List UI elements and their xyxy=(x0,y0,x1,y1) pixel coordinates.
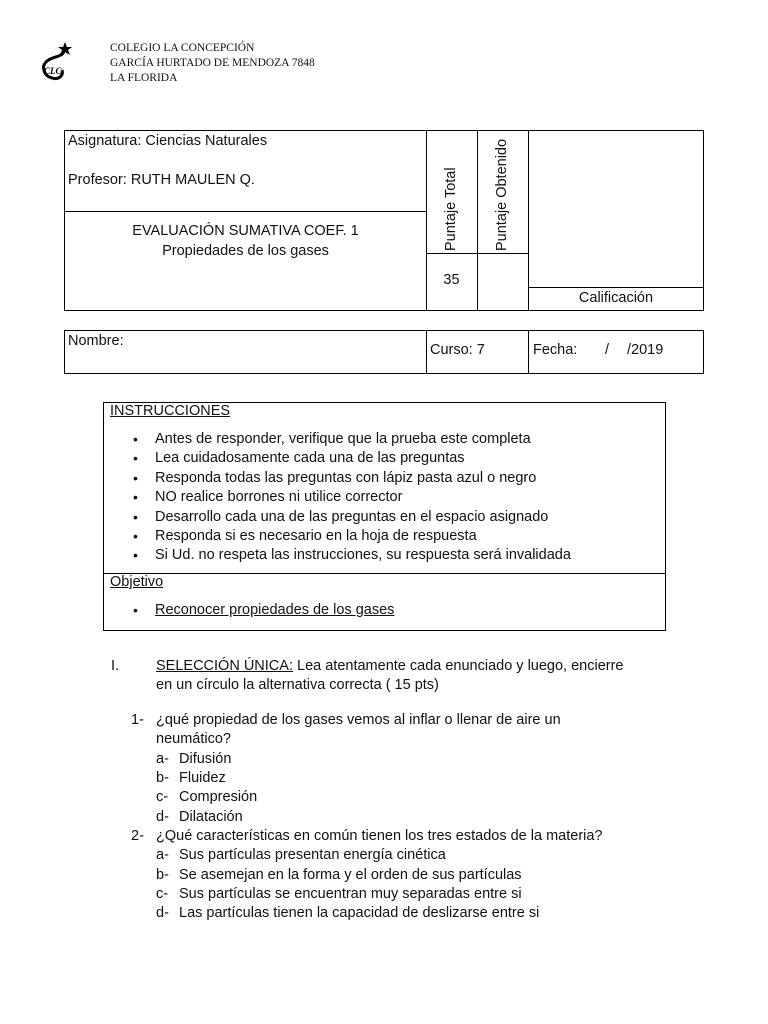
instructions-box xyxy=(103,402,666,631)
school-name: COLEGIO LA CONCEPCIÓN xyxy=(110,42,255,54)
grade-label: Calificación xyxy=(578,290,654,306)
name-label: Nombre: xyxy=(68,333,124,349)
option-c: c- xyxy=(156,789,169,805)
list-item: • NO realice borrones ni utilice corrector xyxy=(131,488,571,507)
evaluation-title: EVALUACIÓN SUMATIVA COEF. 1 xyxy=(132,223,359,239)
section-instruction-line2: en un círculo la alternativa correcta ( 15 pts) xyxy=(156,677,439,693)
option-b-text: Fluidez xyxy=(179,770,226,786)
question-number: 2- xyxy=(131,828,144,844)
school-city: LA FLORIDA xyxy=(110,72,178,84)
date-label: Fecha: xyxy=(533,342,578,358)
option-b: b- xyxy=(156,867,169,883)
question-text: ¿qué propiedad de los gases vemos al inflar o llenar de aire un xyxy=(156,712,561,728)
list-item: • Responda si es necesario en la hoja de respuesta xyxy=(131,527,571,546)
subject-label: Asignatura: Ciencias Naturales xyxy=(68,133,268,149)
option-c-text: Sus partículas se encuentran muy separadas entre si xyxy=(179,886,522,902)
option-d-text: Dilatación xyxy=(179,809,243,825)
option-d-text: Las partículas tienen la capacidad de deslizarse entre si xyxy=(179,905,540,921)
list-item: • Desarrollo cada una de las preguntas en el espacio asignado xyxy=(131,508,571,527)
option-b-text: Se asemejan en la forma y el orden de sus partículas xyxy=(179,867,522,883)
section-heading xyxy=(156,657,624,676)
list-item: • Responda todas las preguntas con lápiz pasta azul o negro xyxy=(131,469,571,488)
instructions-title: INSTRUCCIONES xyxy=(110,403,231,419)
question-number: 1- xyxy=(131,712,144,728)
option-a: a- xyxy=(156,751,169,767)
option-d: d- xyxy=(156,809,169,825)
total-score-label: Puntaje Total xyxy=(443,167,459,251)
instructions-list xyxy=(131,430,571,566)
evaluation-topic: Propiedades de los gases xyxy=(162,243,329,259)
option-a-text: Difusión xyxy=(179,751,232,767)
objective-title: Objetivo xyxy=(110,574,164,590)
option-c: c- xyxy=(156,886,169,902)
course-label: Curso: 7 xyxy=(430,342,485,358)
school-info xyxy=(110,41,315,86)
option-a: a- xyxy=(156,847,169,863)
option-b: b- xyxy=(156,770,169,786)
list-item xyxy=(131,601,394,620)
teacher-label: Profesor: RUTH MAULEN Q. xyxy=(68,172,255,188)
question-text-line2: neumático? xyxy=(156,731,231,747)
school-address: GARCÍA HURTADO DE MENDOZA 7848 xyxy=(110,57,315,69)
school-logo-icon xyxy=(38,40,76,84)
date-year: /2019 xyxy=(627,342,664,358)
list-item: • Lea cuidadosamente cada una de las preguntas xyxy=(131,449,571,468)
total-score-value: 35 xyxy=(443,272,460,288)
list-item: • Si Ud. no respeta las instrucciones, su respuesta será invalidada xyxy=(131,546,571,565)
date-separator: / xyxy=(605,342,610,358)
section-title: SELECCIÓN ÚNICA: xyxy=(156,658,293,674)
section-numeral: I. xyxy=(111,658,120,674)
objective-text: Reconocer propiedades de los gases xyxy=(155,602,395,618)
option-c-text: Compresión xyxy=(179,789,258,805)
obtained-score-label: Puntaje Obtenido xyxy=(494,138,510,251)
question-text: ¿Qué características en común tienen los tres estados de la materia? xyxy=(156,828,603,844)
svg-text:CLC: CLC xyxy=(44,66,62,76)
school-logo xyxy=(38,40,76,84)
option-d: d- xyxy=(156,905,169,921)
option-a-text: Sus partículas presentan energía cinética xyxy=(179,847,446,863)
section-instruction: Lea atentamente cada enunciado y luego, encierre xyxy=(292,658,624,674)
list-item: • Antes de responder, verifique que la prueba este completa xyxy=(131,430,571,449)
objective-list xyxy=(131,601,394,620)
